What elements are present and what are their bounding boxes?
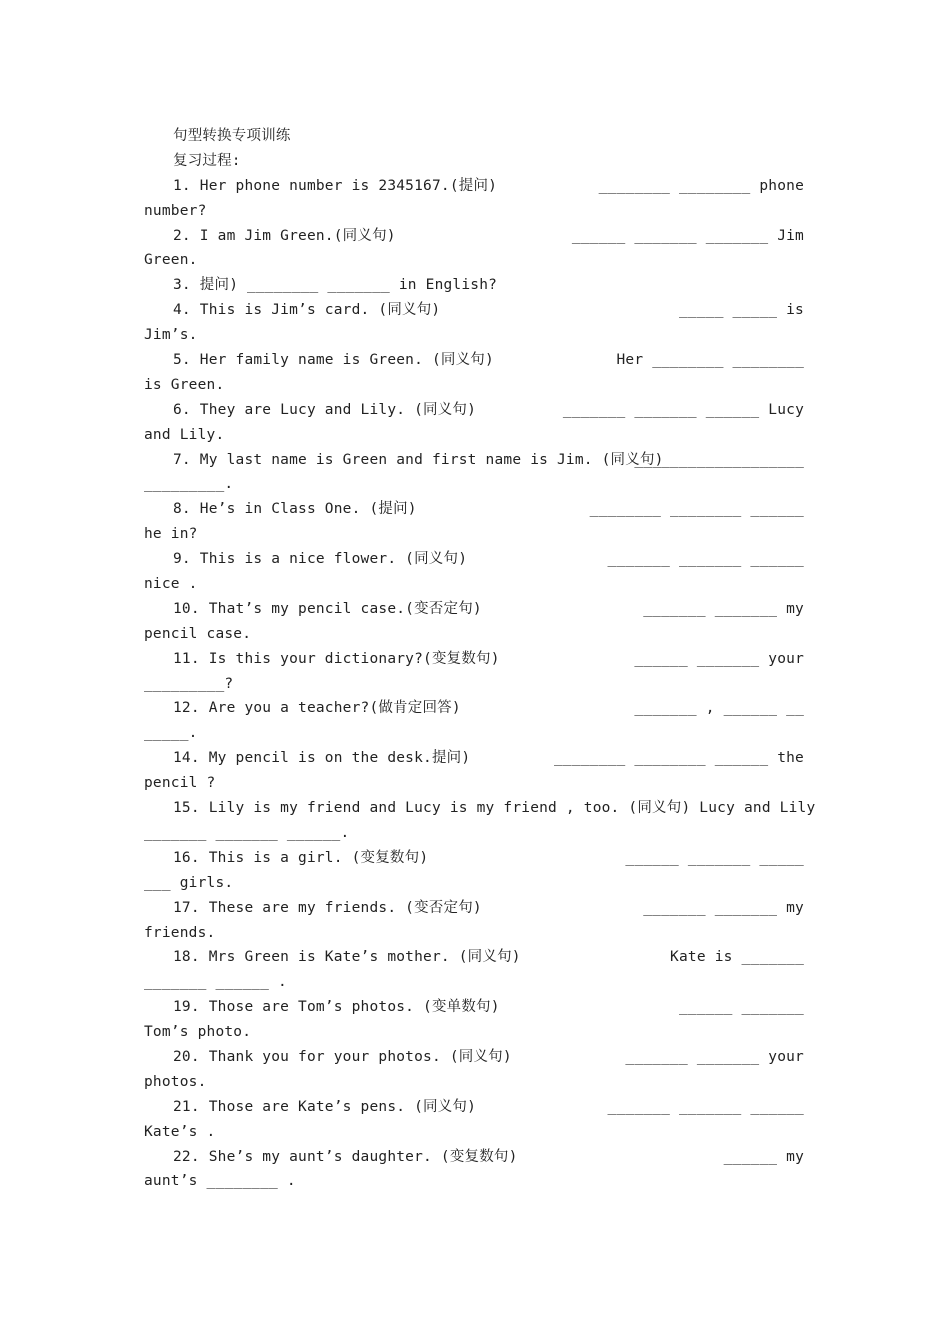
exercise-item [144,448,804,498]
exercise-question-line [144,945,804,970]
exercise-question: 10. That’s my pencil case.(变否定句) [173,600,482,617]
exercise-question: 5. Her family name is Green. (同义句) [173,352,494,369]
exercise-item [144,298,804,348]
exercise-item [144,746,804,796]
exercise-question-line [144,647,804,672]
exercise-item [144,1045,804,1095]
answer-blanks: _______ _______ ______ [607,1098,804,1115]
exercise-question-line [144,497,804,522]
exercise-item [144,846,804,896]
answer-blanks: ______ my [723,1148,804,1165]
exercise-item [144,896,804,946]
exercise-question-line [144,995,804,1020]
answer-blanks: _______ _______ your [625,1048,804,1065]
exercise-item [144,348,804,398]
exercise-question: 3. 提问) ________ _______ in English? [173,277,498,294]
exercise-question-line [144,298,804,323]
answer-blanks: ________ ________ ______ the [553,750,804,767]
exercise-question-line [144,1145,804,1170]
exercise-question: 20. Thank you for your photos. (同义句) [173,1048,512,1065]
exercise-question: 22. She’s my aunt’s daughter. (变复数句) [173,1148,518,1165]
exercise-item [144,547,804,597]
exercise-question: 15. Lily is my friend and Lucy is my friend , too. (同义句) Lucy and Lily [173,800,816,817]
exercise-question: 7. My last name is Green and first name is Jim. (同义句) [173,451,664,468]
exercise-question: 1. Her phone number is 2345167.(提问) [173,177,498,194]
exercise-question: 17. These are my friends. (变否定句) [173,899,482,916]
answer-blanks: Kate is _______ [670,949,804,966]
answer-blanks: _______ _______ ______ [607,551,804,568]
answer-blanks: ______ _______ [678,999,804,1016]
exercise-question: 21. Those are Kate’s pens. (同义句) [173,1098,477,1115]
exercise-question: 6. They are Lucy and Lily. (同义句) [173,401,477,418]
exercise-item [144,1095,804,1145]
exercise-continuation: pencil ? [144,775,216,792]
exercise-item [144,597,804,647]
exercise-question: 16. This is a girl. (变复数句) [173,849,429,866]
exercise-continuation: _______ ______ . [144,974,287,991]
exercise-content [144,124,816,1194]
exercise-continuation: _________. [144,476,234,493]
exercise-item [144,647,804,697]
exercise-question: 11. Is this your dictionary?(变复数句) [173,650,500,667]
exercise-question-line [144,696,804,721]
exercise-continuation: aunt’s ________ . [144,1173,296,1190]
exercise-continuation: photos. [144,1073,207,1090]
exercise-question-line [144,896,804,921]
answer-blanks: ___________________ [634,451,804,468]
answer-blanks: Her ________ ________ [616,352,804,369]
answer-blanks: ______ _______ your [634,650,804,667]
exercise-item [144,1145,804,1195]
exercise-continuation: pencil case. [144,625,252,642]
exercise-question: 2. I am Jim Green.(同义句) [173,227,396,244]
exercise-item [144,174,804,224]
exercise-question: 4. This is Jim’s card. (同义句) [173,302,441,319]
exercise-continuation: ___ girls. [144,874,234,891]
exercise-continuation: and Lily. [144,426,225,443]
page-title: 句型转换专项训练 [173,128,291,144]
exercise-item [144,945,804,995]
exercise-question: 12. Are you a teacher?(做肯定回答) [173,700,461,717]
exercise-list [144,174,816,1195]
exercise-continuation: _________? [144,675,234,692]
exercise-continuation: Jim’s. [144,327,198,344]
exercise-continuation: Kate’s . [144,1123,216,1140]
answer-blanks: ________ ________ phone [598,177,804,194]
answer-blanks: _____ _____ is [678,302,804,319]
exercise-continuation: number? [144,202,207,219]
exercise-question-line [144,398,804,423]
answer-blanks: ______ _______ _____ [625,849,804,866]
exercise-item [144,224,804,274]
exercise-question-line [144,174,804,199]
exercise-continuation: _______ _______ ______. [144,824,350,841]
exercise-question-line [144,448,804,473]
exercise-question-line [144,796,816,821]
exercise-item [144,497,804,547]
answer-blanks: _______ _______ my [643,899,804,916]
exercise-question-line [144,348,804,373]
exercise-continuation: _____. [144,725,198,742]
exercise-question-line [144,273,804,298]
exercise-question-line [144,746,804,771]
answer-blanks: ________ ________ ______ [589,501,804,518]
answer-blanks: _______ , ______ __ [634,700,804,717]
exercise-continuation: nice . [144,576,198,593]
exercise-question: 19. Those are Tom’s photos. (变单数句) [173,999,500,1016]
exercise-item [144,696,804,746]
exercise-question-line [144,1045,804,1070]
exercise-continuation: friends. [144,924,216,941]
exercise-question-line [144,1095,804,1120]
exercise-question: 8. He’s in Class One. (提问) [173,501,417,518]
exercise-item [144,995,804,1045]
exercise-item [144,273,804,298]
exercise-question-line [144,846,804,871]
exercise-item [144,796,816,846]
exercise-continuation: is Green. [144,376,225,393]
section-heading: 复习过程: [173,152,241,169]
answer-blanks: _______ _______ ______ Lucy [562,401,804,418]
exercise-continuation: Green. [144,252,198,269]
exercise-continuation: Tom’s photo. [144,1024,252,1041]
exercise-question-line [144,547,804,572]
exercise-question: 14. My pencil is on the desk.提问) [173,750,471,767]
exercise-question-line [144,597,804,622]
exercise-item [144,398,804,448]
exercise-question: 18. Mrs Green is Kate’s mother. (同义句) [173,949,521,966]
exercise-question: 9. This is a nice flower. (同义句) [173,551,468,568]
answer-blanks: _______ _______ my [643,600,804,617]
answer-blanks: ______ _______ _______ Jim [571,227,804,244]
exercise-continuation: he in? [144,526,198,543]
exercise-question-line [144,224,804,249]
